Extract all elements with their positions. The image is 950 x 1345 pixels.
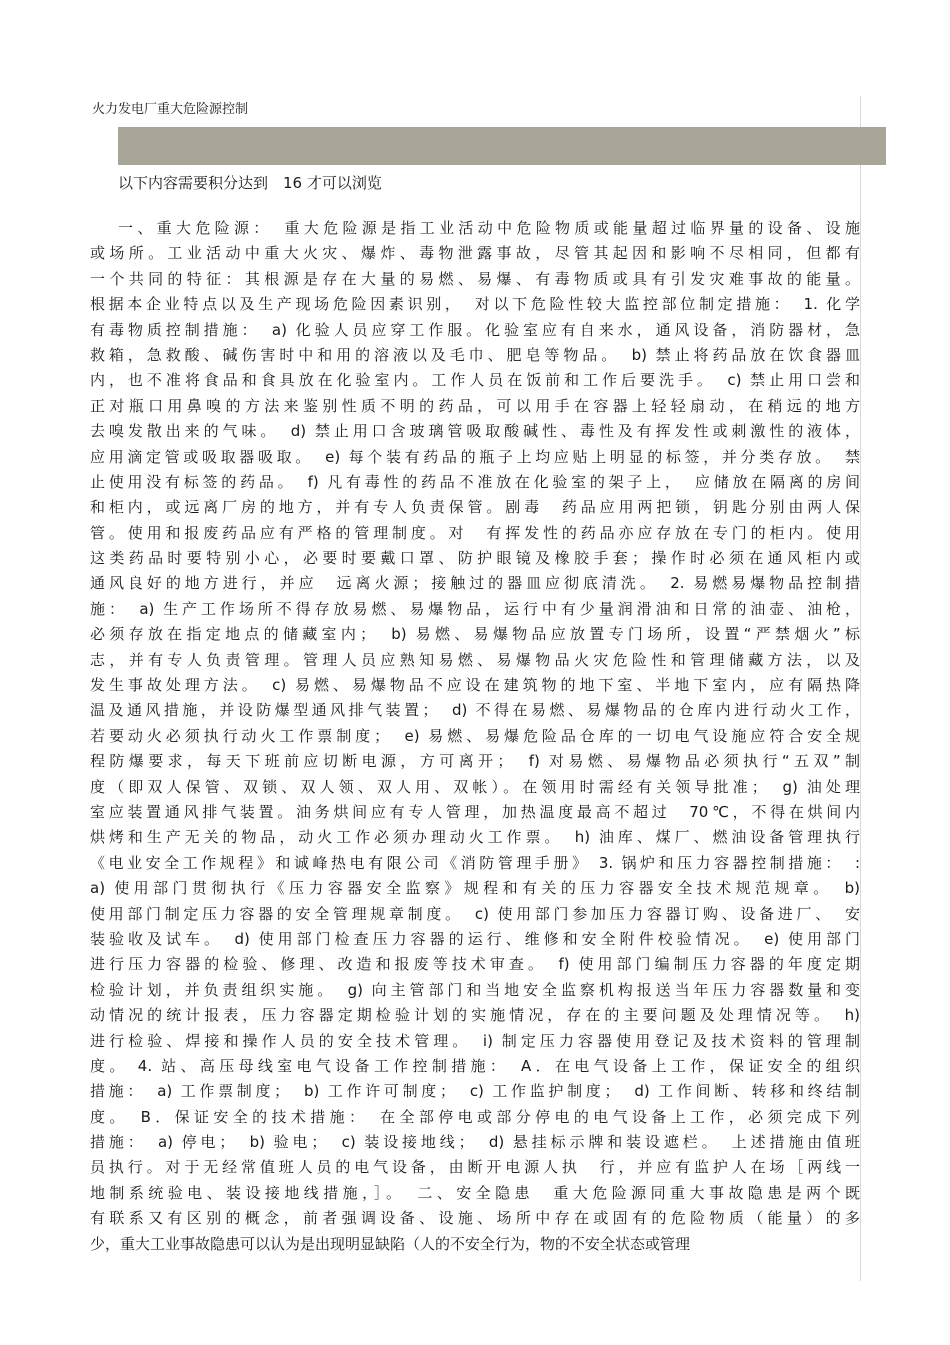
body-line: 或场所。工业活动中重大火灾、爆炸、毒物泄露事故，尽管其起因和影响不尽相同，但都有 (90, 244, 860, 263)
body-line: 室应装置通风排气装置。油务烘间应有专人管理，加热温度最高不超过 70℃，不得在烘间内 (90, 802, 860, 821)
access-notice: 以下内容需要积分达到 16 才可以浏览 (118, 174, 382, 192)
body-line: 根据本企业特点以及生产现场危险因素识别， 对以下危险性较大监控部位制定措施： 1. 化学 (90, 295, 860, 314)
body-line: 管。使用和报废药品应有严格的管理制度。对 有挥发性的药品亦应存放在专门的柜内。使用 (90, 523, 860, 542)
body-line: 内，也不准将食品和食具放在化验室内。工作人员在饭前和工作后要洗手。 c) 禁止用口尝和 (90, 371, 860, 390)
body-line: 度（即双人保管、双锁、双人领、双人用、双帐）。在领用时需经有关领导批准； g) 油处理 (90, 777, 860, 796)
body-line: 进行压力容器的检验、修理、改造和报废等技术审查。 f) 使用部门编制压力容器的年度定期 (90, 955, 860, 974)
body-line: 地制系统验电、装设接地线措施，］。 二、安全隐患 重大危险源同重大事故隐患是两个既 (90, 1183, 860, 1202)
body-line: 志，并有专人负责管理。管理人员应熟知易燃、易爆物品火灾危险性和管理储藏方法，以及 (90, 650, 860, 669)
body-line: 温及通风措施，并设防爆型通风排气装置； d) 不得在易燃、易爆物品的仓库内进行动火工作， (90, 701, 860, 720)
body-line: 《电业安全工作规程》和诚峰热电有限公司《消防管理手册》 3. 锅炉和压力容器控制措施： : (90, 853, 860, 872)
document-title: 火力发电厂重大危险源控制 (92, 102, 249, 117)
body-line: 去嗅发散出来的气味。 d) 禁止用口含玻璃管吸取酸碱性、毒性及有挥发性或刺激性的液体， (90, 422, 860, 441)
body-line: 少，重大工业事故隐患可以认为是出现明显缺陷（人的不安全行为，物的不安全状态或管理 (90, 1234, 691, 1253)
body-line: 措施： a) 工作票制度； b) 工作许可制度； c) 工作监护制度； d) 工作间断、转移和终结制 (90, 1082, 860, 1101)
body-line: 通风良好的地方进行，并应 远离火源；接触过的器皿应彻底清洗。 2. 易燃易爆物品控制措 (90, 574, 860, 593)
body-line: 检验计划，并负责组织实施。 g) 向主管部门和当地安全监察机构报送当年压力容器数量和变 (90, 980, 860, 999)
body-line: 若要动火必须执行动火工作票制度； e) 易燃、易爆危险品仓库的一切电气设施应符合安全规 (90, 726, 860, 745)
body-line: 员执行。对于无经常值班人员的电气设备，由断开电源人执 行，并应有监护人在场［两线一 (90, 1158, 860, 1177)
body-line: 施： a) 生产工作场所不得存放易燃、易爆物品，运行中有少量润滑油和日常的油壶、油枪， (90, 599, 860, 618)
body-line: 措施： a) 停电； b) 验电； c) 装设接地线； d) 悬挂标示牌和装设遮栏。 上述措施由值班 (90, 1133, 860, 1152)
body-line: 装验收及试车。 d) 使用部门检查压力容器的运行、维修和安全附件校验情况。 e) 使用部门 (90, 929, 860, 948)
body-line: a) 使用部门贯彻执行《压力容器安全监察》规程和有关的压力容器安全技术规范规章。 b) (90, 879, 860, 898)
body-line: 一、重大危险源： 重大危险源是指工业活动中危险物质或能量超过临界量的设备、设施 (118, 219, 860, 237)
body-line: 发生事故处理方法。 c) 易燃、易爆物品不应设在建筑物的地下室、半地下室内，应有隔热降 (90, 676, 860, 695)
body-line: 这类药品时要特别小心，必要时要戴口罩、防护眼镜及橡胶手套；操作时必须在通风柜内或 (90, 549, 860, 568)
body-line: 烘烤和生产无关的物品，动火工作必须办理动火工作票。 h) 油库、煤厂、燃油设备管理执行 (90, 828, 860, 847)
page-edge-line (860, 96, 861, 1281)
body-line: 进行检验、焊接和操作人员的安全技术管理。 i) 制定压力容器使用登记及技术资料的管理制 (90, 1031, 860, 1050)
body-line: 动情况的统计报表，压力容器定期检验计划的实施情况，存在的主要问题及处理情况等。 h) (90, 1006, 860, 1025)
body-line: 有联系又有区别的概念，前者强调设备、设施、场所中存在或固有的危险物质（能量）的多 (90, 1209, 860, 1228)
body-line: 应用滴定管或吸取器吸取。 e) 每个装有药品的瓶子上均应贴上明显的标签，并分类存放。 禁 (90, 447, 860, 466)
body-line: 有毒物质控制措施： a) 化验人员应穿工作服。化验室应有自来水，通风设备，消防器材，急 (90, 320, 860, 339)
body-line: 正对瓶口用鼻嗅的方法来鉴别性质不明的药品，可以用手在容器上轻轻扇动，在稍远的地方 (90, 396, 860, 415)
body-line: 度。 4. 站、高压母线室电气设备工作控制措施： A．在电气设备上工作，保证安全的组织 (90, 1056, 860, 1075)
body-line: 必须存放在指定地点的储藏室内； b) 易燃、易爆物品应放置专门场所，设置“严禁烟火”标 (90, 625, 860, 644)
body-line: 使用部门制定压力容器的安全管理规章制度。 c) 使用部门参加压力容器订购、设备进厂、 安 (90, 904, 860, 923)
body-line: 一个共同的特征：其根源是存在大量的易燃、易爆、有毒物质或具有引发灾难事故的能量。 (90, 269, 860, 288)
body-line: 和柜内，或远离厂房的地方，并有专人负责保管。剧毒 药品应用两把锁，钥匙分别由两人保 (90, 498, 860, 517)
preview-banner (118, 127, 886, 165)
body-line: 救箱，急救酸、碱伤害时中和用的溶液以及毛巾、肥皂等物品。 b) 禁止将药品放在饮食器皿 (90, 345, 860, 364)
body-line: 程防爆要求，每天下班前应切断电源，方可离开； f) 对易燃、易爆物品必须执行“五双”制 (90, 752, 860, 771)
body-line: 度。 B．保证安全的技术措施： 在全部停电或部分停电的电气设备上工作，必须完成下列 (90, 1107, 860, 1126)
document-body (90, 216, 860, 1257)
body-line: 止使用没有标签的药品。 f) 凡有毒性的药品不准放在化验室的架子上， 应储放在隔离的房间 (90, 472, 860, 491)
